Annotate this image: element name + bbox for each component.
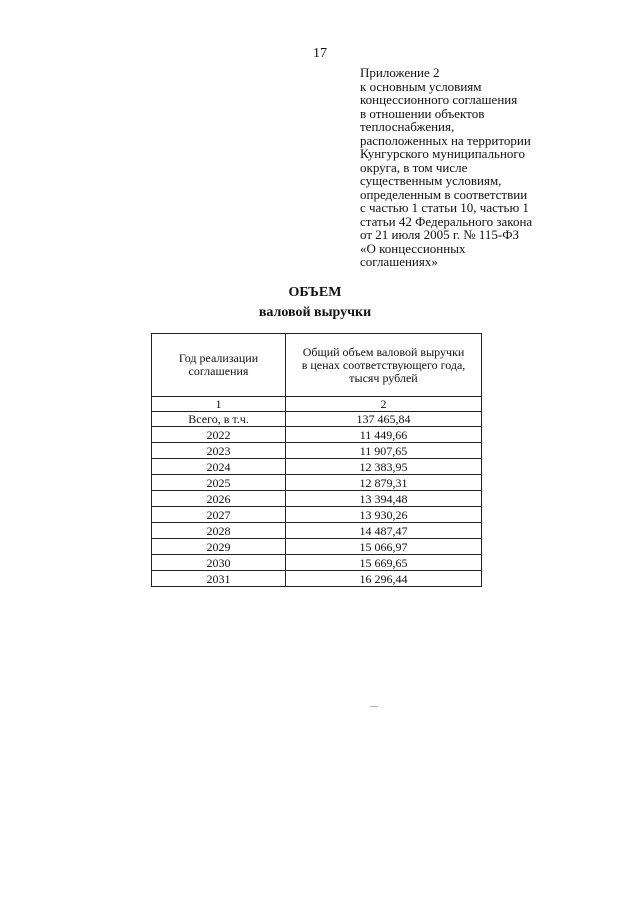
- value-cell: 11 907,65: [286, 443, 482, 459]
- appendix-line: в отношении объектов: [360, 105, 485, 121]
- year-cell: 2024: [152, 459, 286, 475]
- appendix-note: [360, 66, 590, 269]
- value-cell: 11 449,66: [286, 427, 482, 443]
- value-cell: 12 383,95: [286, 459, 482, 475]
- table-row: [152, 507, 482, 523]
- column-number: 2: [286, 397, 482, 412]
- appendix-line: Приложение 2: [360, 65, 440, 80]
- header-revenue: [286, 334, 482, 397]
- page-number: 17: [313, 46, 327, 61]
- value-cell: 15 066,97: [286, 539, 482, 555]
- table-row: [152, 523, 482, 539]
- total-value: 137 465,84: [286, 412, 482, 427]
- table-row: [152, 443, 482, 459]
- appendix-line: существенным условиям,: [360, 173, 502, 188]
- table-row: [152, 491, 482, 507]
- document-title: ОБЪЕМ: [288, 285, 342, 300]
- revenue-table: [151, 333, 482, 587]
- appendix-line: определенным в соответствии: [360, 186, 528, 202]
- document-subtitle: валовой выручки: [258, 305, 372, 320]
- table-row: [152, 475, 482, 491]
- table-row: [152, 427, 482, 443]
- appendix-line: расположенных на территории: [360, 132, 531, 148]
- value-cell: 13 394,48: [286, 491, 482, 507]
- year-cell: 2023: [152, 443, 286, 459]
- appendix-line: с частью 1 статьи 10, частью 1: [360, 200, 529, 215]
- table-row: [152, 555, 482, 571]
- appendix-line: теплоснабжения,: [360, 119, 455, 134]
- table-row: [152, 459, 482, 475]
- table-row: [152, 571, 482, 587]
- header-revenue-line: в ценах соответствующего года,: [301, 357, 466, 372]
- year-cell: 2026: [152, 491, 286, 507]
- value-cell: 13 930,26: [286, 507, 482, 523]
- value-cell: 14 487,47: [286, 523, 482, 539]
- appendix-line: округа, в том числе: [360, 159, 468, 175]
- header-year-line: соглашения: [188, 364, 249, 378]
- appendix-line: «О концессионных: [360, 240, 466, 256]
- header-revenue-line: тысяч рублей: [349, 370, 418, 385]
- appendix-line: соглашениях»: [360, 254, 438, 269]
- column-number: 1: [152, 397, 286, 412]
- header-revenue-line: Общий объем валовой выручки: [302, 344, 465, 359]
- header-year: [152, 334, 286, 397]
- value-cell: 15 669,65: [286, 555, 482, 571]
- value-cell: 12 879,31: [286, 475, 482, 491]
- table-header-row: [152, 334, 482, 397]
- year-cell: 2025: [152, 475, 286, 491]
- column-number-row: [152, 397, 482, 412]
- total-row: [152, 412, 482, 427]
- year-cell: 2028: [152, 523, 286, 539]
- total-label: Всего, в т.ч.: [152, 412, 286, 427]
- year-cell: 2029: [152, 539, 286, 555]
- appendix-line: от 21 июля 2005 г. № 115-ФЗ: [360, 227, 519, 242]
- year-cell: 2031: [152, 571, 286, 587]
- appendix-line: концессионного соглашения: [360, 92, 518, 107]
- year-cell: 2030: [152, 555, 286, 571]
- appendix-line: к основным условиям: [360, 78, 482, 94]
- table-row: [152, 539, 482, 555]
- value-cell: 16 296,44: [286, 571, 482, 587]
- year-cell: 2027: [152, 507, 286, 523]
- appendix-line: Кунгурского муниципального: [360, 146, 525, 161]
- scan-speck: [370, 706, 378, 707]
- header-year-line: Год реализации: [178, 351, 259, 365]
- year-cell: 2022: [152, 427, 286, 443]
- appendix-line: статьи 42 Федерального закона: [360, 213, 533, 229]
